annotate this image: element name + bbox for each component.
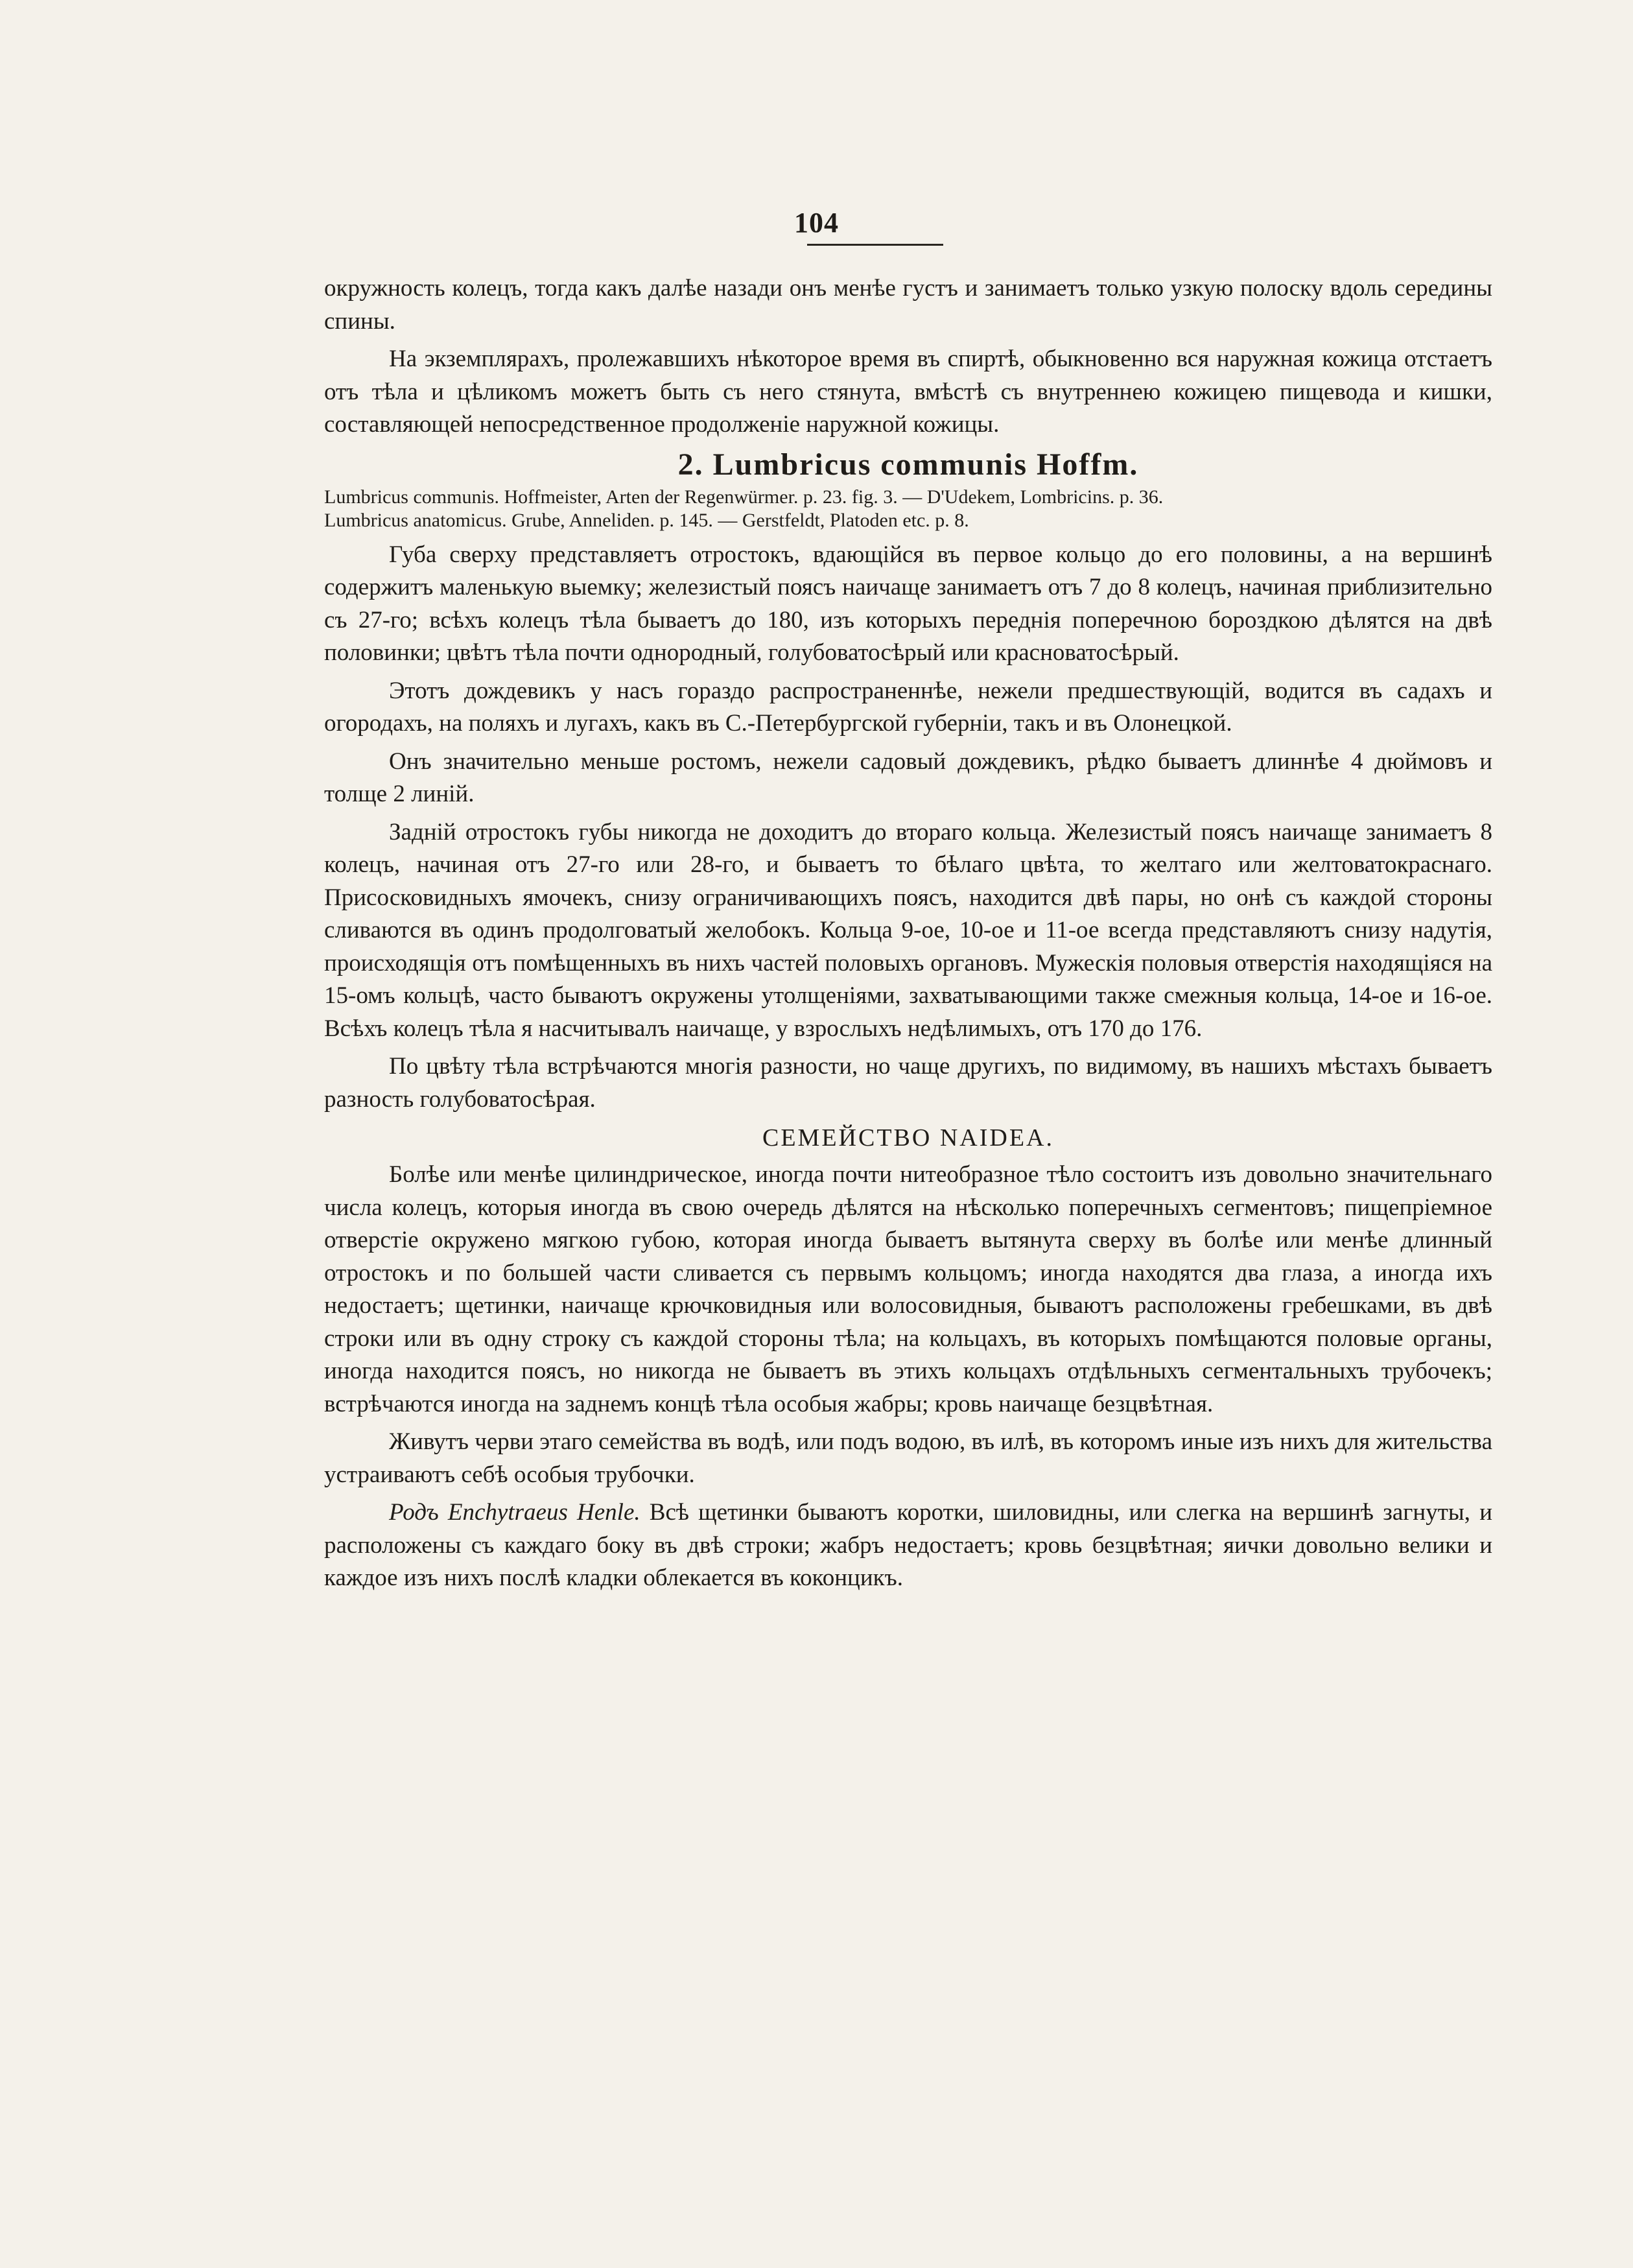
paragraph: Задній отростокъ губы никогда не доходитъ до втораго кольца. Железистый поясъ наичаще занимаетъ 8 колецъ, начиная отъ 27-го или 28-го, и бываетъ то бѣлаго цвѣта, то желтаго или желтоватокраснаго. Присосковидныхъ ямочекъ, снизу ограничивающихъ поясъ, находится двѣ пары, но онѣ съ каждой стороны сливаются въ одинъ продолговатый желобокъ. Кольца 9-ое, 10-ое и 11-ое всегда представляютъ снизу надутія, происходящія отъ помѣщенныхъ въ нихъ частей половыхъ органовъ. Мужескія половыя отверстія находящіяся на 15-омъ кольцѣ, часто бываютъ окружены утолщеніями, захватывающими также смежныя кольца, 14-ое и 16-ое. Всѣхъ колецъ тѣла я насчитывалъ наичаще, у взрослыхъ недѣлимыхъ, отъ 170 до 176.: [324, 818, 1492, 1042]
body-text: [324, 272, 1492, 1600]
synonym-line: Lumbricus communis. Hoffmeister, Arten der Regenwürmer. p. 23. fig. 3. — D'Udekem, Lombricins. p. 36.: [324, 486, 1164, 508]
paragraph: Болѣе или менѣе цилиндрическое, иногда почти нитеобразное тѣло состоитъ изъ довольно значительнаго числа колецъ, которыя иногда въ свою очередь дѣлятся на нѣсколько поперечныхъ сегментовъ; пищепріемное отверстіе окружено мягкою губою, которая иногда бываетъ вытянута сверху въ болѣе или менѣе длинный отростокъ и по большей части сливается съ первымъ кольцомъ; иногда находятся два глаза, а иногда ихъ недостаетъ; щетинки, наичаще крючковидныя или волосовидныя, бываютъ расположены гребешками, въ двѣ строки или въ одну строку съ каждой стороны тѣла; на кольцахъ, въ которыхъ помѣщаются половые органы, иногда находится поясъ, но никогда не бываетъ въ этихъ кольцахъ отдѣльныхъ сегментальныхъ трубочекъ; встрѣчаются иногда на заднемъ концѣ тѣла особыя жабры; кровь наичаще безцвѣтная.: [324, 1161, 1492, 1417]
paragraph: По цвѣту тѣла встрѣчаются многія разности, но чаще другихъ, по видимому, въ нашихъ мѣстахъ бываетъ разность голубоватосѣрая.: [324, 1053, 1492, 1113]
family-heading: СЕМЕЙСТВО NAIDEA.: [762, 1124, 1054, 1152]
paragraph: Этотъ дождевикъ у насъ гораздо распространеннѣе, нежели предшествующій, водится въ садахъ и огородахъ, на поляхъ и лугахъ, какъ въ С.-Петербургской губерніи, такъ и въ Олонецкой.: [324, 677, 1492, 737]
paragraph: Губа сверху представляетъ отростокъ, вдающійся въ первое кольцо до его половины, а на вершинѣ содержитъ маленькую выемку; железистый поясъ наичаще занимаетъ отъ 7 до 8 колецъ, начиная приблизительно съ 27-го; всѣхъ колецъ тѣла бываетъ до 180, изъ которыхъ переднія поперечною бороздкою дѣлятся на двѣ половинки; цвѣтъ тѣла почти однородный, голубоватосѣрый или красноватосѣрый.: [324, 541, 1492, 666]
genus-paragraph: [324, 1496, 1492, 1595]
page-number: 104: [794, 207, 839, 239]
paragraph: Онъ значительно меньше ростомъ, нежели садовый дождевикъ, рѣдко бываетъ длиннѣе 4 дюймовъ и толще 2 линій.: [324, 748, 1492, 807]
synonymy-block: [324, 486, 1492, 532]
paragraph-continuation: окружность колецъ, тогда какъ далѣе назади онъ менѣе густъ и занимаетъ только узкую полоску вдоль середины спины.: [324, 275, 1492, 335]
header-rule: [807, 244, 943, 246]
synonym-line: Lumbricus anatomicus. Grube, Anneliden. p. 145. — Gerstfeldt, Platoden etc. p. 8.: [324, 509, 969, 531]
paragraph: На экземплярахъ, пролежавшихъ нѣкоторое время въ спиртѣ, обыкновенно вся наружная кожица отстаетъ отъ тѣла и цѣликомъ можетъ быть съ него стянута, вмѣстѣ съ внутреннею кожицею пищевода и кишки, составляющей непосредственное продолженіе наружной кожицы.: [324, 346, 1492, 438]
genus-text: Всѣ щетинки бываютъ коротки, шиловидны, или слегка на вершинѣ загнуты, и расположены съ каждаго боку въ двѣ строки; жабръ недостаетъ; кровь безцвѣтная; яички довольно велики и каждое изъ нихъ послѣ кладки облекается въ коконцикъ.: [324, 1499, 1492, 1591]
genus-label: Родъ Enchytraeus Henle.: [389, 1499, 640, 1526]
paragraph: Живутъ черви этаго семейства въ водѣ, или подъ водою, въ илѣ, въ которомъ иные изъ нихъ для жительства устраиваютъ себѣ особыя трубочки.: [324, 1428, 1492, 1488]
species-heading: 2. Lumbricus communis Hoffm.: [677, 447, 1139, 482]
